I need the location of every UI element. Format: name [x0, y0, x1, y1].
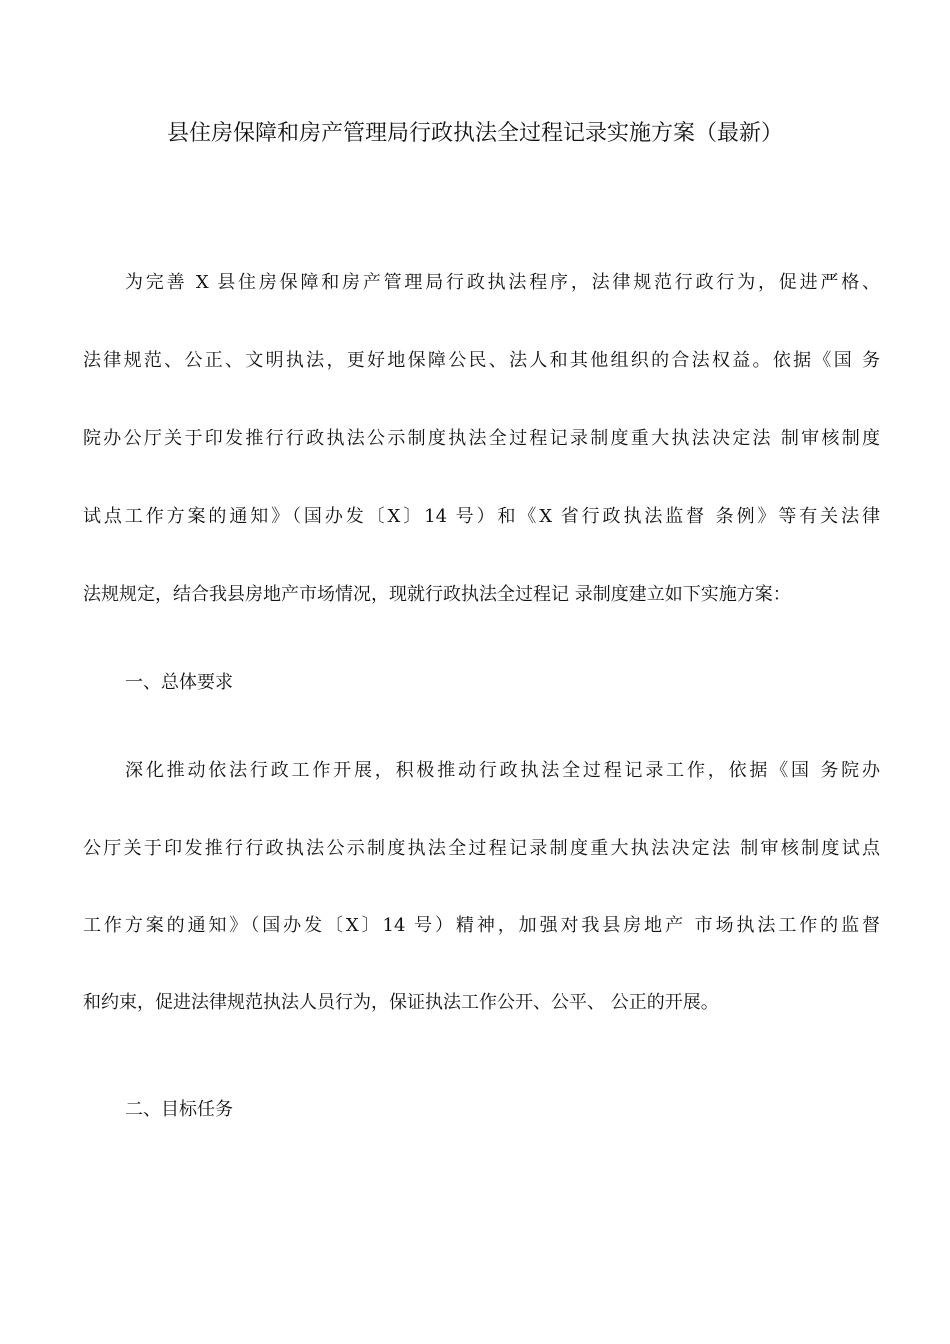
- intro-line-1: 为完善 X 县住房保障和房产管理局行政执法程序，法律规范行政行为，促进严格、: [125, 272, 880, 293]
- section1-line-4: 和约束，促进法律规范执法人员行为，保证执法工作公开、公平、 公正的开展。: [83, 992, 719, 1013]
- document-title: 县住房保障和房产管理局行政执法全过程记录实施方案（最新）: [166, 121, 783, 146]
- section1-line-3: 工作方案的通知》（国办发〔X〕14 号）精神，加强对我县房地产 市场执法工作的监督: [83, 915, 880, 936]
- intro-line-5: 法规规定，结合我县房地产市场情况，现就行政执法全过程记 录制度建立如下实施方案：: [83, 584, 791, 605]
- intro-line-4: 试点工作方案的通知》（国办发〔X〕14 号）和《X 省行政执法监督 条例》等有关法律: [83, 506, 880, 527]
- intro-line-3: 院办公厅关于印发推行行政执法公示制度执法全过程记录制度重大执法决定法 制审核制度: [83, 428, 880, 449]
- section-heading-overall-requirements: 一、总体要求: [125, 672, 233, 693]
- section-heading-goals-tasks: 二、目标任务: [125, 1099, 233, 1120]
- intro-line-2: 法律规范、公正、文明执法，更好地保障公民、法人和其他组织的合法权益。依据《国 务: [83, 350, 880, 371]
- section1-line-1: 深化推动依法行政工作开展，积极推动行政执法全过程记录工作，依据《国 务院办: [125, 760, 880, 781]
- section1-line-2: 公厅关于印发推行行政执法公示制度执法全过程记录制度重大执法决定法 制审核制度试点: [83, 838, 880, 859]
